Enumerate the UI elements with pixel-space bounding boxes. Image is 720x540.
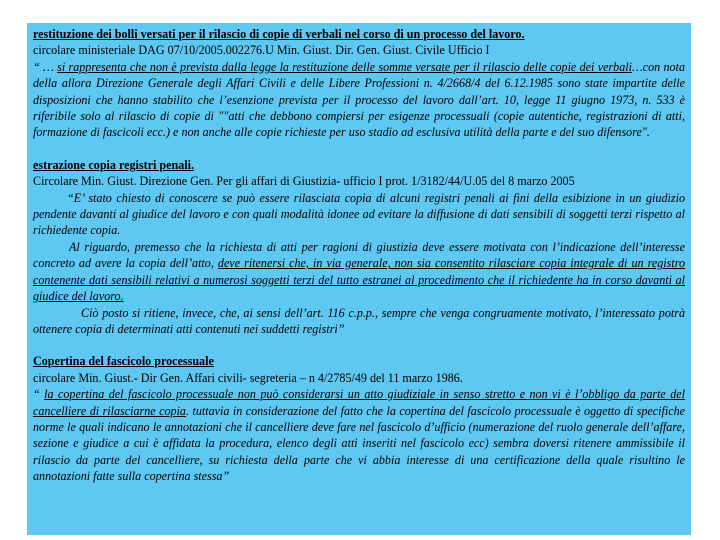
section-1-underlined-text: si rappresenta che non è prevista dalla legge la restituzione delle somme versate per il rilascio delle copie dei verbali: [57, 59, 632, 74]
section-3-reference: circolare Min. Giust.- Dir Gen. Affari civili- segreteria – n 4/2785/49 del 11 marzo 1986.: [33, 370, 463, 385]
section-1-reference: circolare ministeriale DAG 07/10/2005.002276.U Min. Giust. Dir. Gen. Giust. Civile Ufficio I: [33, 43, 490, 58]
section-3-underlined-text: la copertina del fascicolo processuale non può considerarsi un atto giudiziale in senso stretto e non vi è l’obbligo da parte del cancelliere di rilasciarne copia: [33, 387, 686, 418]
quote-open: “ …: [33, 59, 58, 74]
section-2-paragraph-3: Ciò posto si ritiene, invece, che, ai sensi dell’art. 116 c.p.p., sempre che venga congruamente motivato, l’interessato potrà ottenere copia di determinati atti contenuti nei suddetti registri”: [33, 305, 685, 336]
section-2-paragraph-2: [33, 239, 685, 305]
section-1-quote: [33, 59, 685, 141]
section-3-quote-rest: . tuttavia in considerazione del fatto che la copertina del fascicolo processuale è oggetto di specifiche norme le quali indicano le annotazioni che il cancelliere deve fare nel fascicolo d’ufficio (numerazione del ruolo generale dell’affare, sezione e giudice a cui è affidata la procedura, elenco degli atti inseriti nel fascicolo ecc) sembra doversi ritenere ammissibile il rilascio da parte del cancelliere, su richiesta della parte che vi abbia interesse di una certificazione della quale risultino le annotazioni fatte sulla copertina stessa”: [33, 403, 685, 484]
section-2-paragraph-1: “E’ stato chiesto di conoscere se può essere rilasciata copia di alcuni registri penali ai fini della esibizione in un giudizio pendente davanti al giudice del lavoro e con quali modalità idonee ad evitare la diffusione di dati sensibili di soggetti terzi rispetto al richiedente copia.: [33, 190, 685, 238]
section-2-title: estrazione copia registri penali.: [33, 157, 194, 172]
section-2-underlined-text: deve ritenersi che, in via generale, non sia consentito rilasciare copia integrale di un registro contenente dati sensibili relativi a numerosi soggetti terzi del tutto estranei al procedimento che il richiedente ha in corso davanti al giudice del lavoro.: [33, 256, 685, 304]
quote-open: “: [33, 387, 45, 402]
section-2-reference: Circolare Min. Giust. Direzione Gen. Per gli affari di Giustizia- ufficio I prot. 1/3182/44/U.05 del 8 marzo 2005: [33, 174, 575, 189]
section-1-quote-rest: …con nota della allora Direzione Generale degli Affari Civili e delle Libere Professioni n. 4/2668/4 del 6.12.1985 sono state impartite delle disposizioni che hanno stabilito che l’esenzione prevista per il processo del lavoro dall’art. 10, legge 11 giugno 1973, n. 533 è riferibile solo al rilascio di copie di ""atti che debbono compiersi per esigenze processuali (copie autentiche, registrazioni di atti, formazione di fascicoli ecc.) e non anche alle copie richieste per uso stadio ad esclusiva utilità della parte e del suo difensore".: [33, 59, 685, 140]
section-2-paragraph-2-start: Al riguardo, premesso che la richiesta di atti per ragioni di giustizia deve essere motivata con l’indicazione dell’interesse concreto ad avere la copia dell’atto,: [33, 239, 685, 271]
section-3-title: Copertina del fascicolo processuale: [33, 354, 214, 369]
document-panel: [27, 23, 691, 535]
section-3-quote: [33, 386, 685, 484]
section-1-title: restituzione dei bolli versati per il rilascio di copie di verbali nel corso di un processo del lavoro.: [33, 27, 525, 41]
